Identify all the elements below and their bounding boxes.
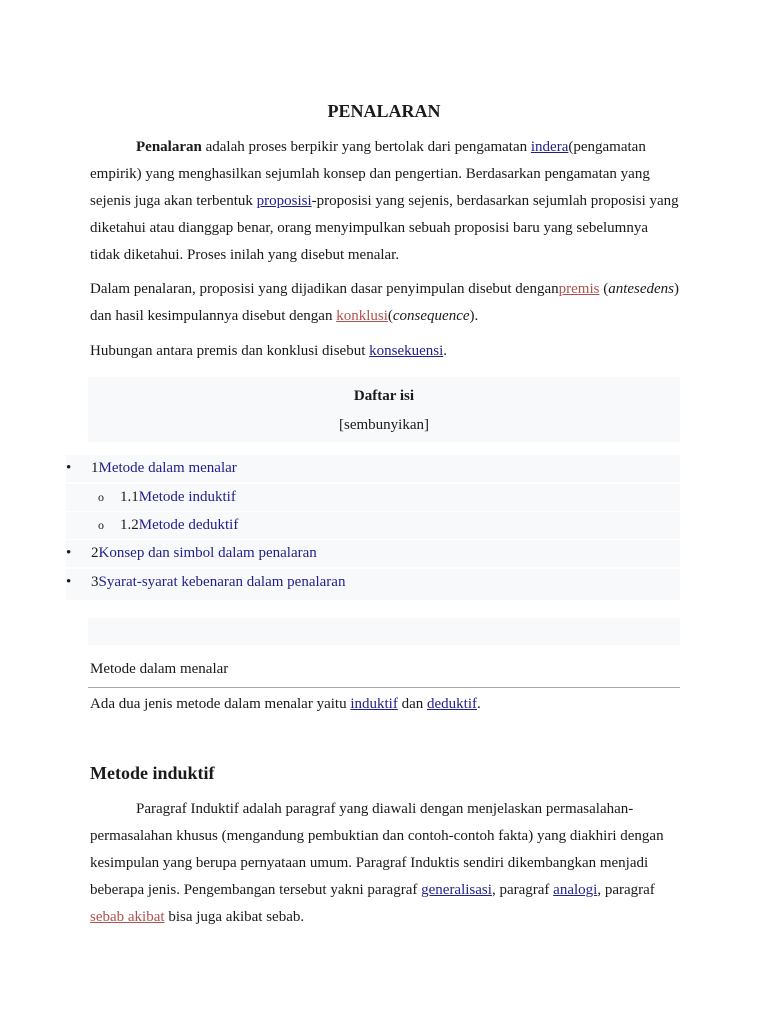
empty-bar (88, 618, 680, 645)
metode-paragraph (90, 691, 680, 718)
link-indera[interactable]: indera (530, 139, 569, 155)
toc-item-number: 1.1 (120, 489, 139, 505)
toc-bullet-icon: • (66, 574, 72, 590)
intro-text-2: (pengamatan empirik) yang menghasilkan sejumlah konsep dan pengertian. Berdasarkan pengamatan yang sejenis juga akan terbentuk (90, 139, 650, 209)
intro-term: Penalaran (136, 139, 202, 155)
toc-item-number: 1.2 (120, 517, 139, 533)
link-generalisasi[interactable]: generalisasi (421, 882, 492, 898)
toc-item-1-1[interactable] (66, 484, 680, 511)
toc-item-text[interactable]: Konsep dan simbol dalam penalaran (98, 545, 317, 561)
konsekuensi-text-2: . (443, 343, 448, 359)
premis-text-3: ) dan hasil kesimpulannya disebut dengan (90, 281, 680, 324)
link-induktif[interactable]: induktif (350, 696, 398, 712)
toc-item-1-2[interactable] (66, 512, 680, 539)
induktif-paragraph (90, 796, 680, 931)
premis-paragraph (90, 276, 680, 330)
link-deduktif[interactable]: deduktif (427, 696, 477, 712)
toc-item-text[interactable]: Metode deduktif (138, 517, 239, 533)
toc-item-text[interactable]: Metode dalam menalar (98, 460, 237, 476)
link-konklusi[interactable]: konklusi (336, 308, 388, 324)
section-heading-metode-menalar: Metode dalam menalar (90, 661, 229, 677)
toc-title: Daftar isi (353, 388, 415, 404)
link-premis[interactable]: premis (558, 281, 600, 297)
premis-text-1: Dalam penalaran, proposisi yang dijadikan dasar penyimpulan disebut dengan (90, 281, 559, 297)
toc-item-3[interactable] (66, 569, 680, 600)
induktif-text-3: , paragraf (597, 882, 655, 898)
toc-item-number: 1 (91, 460, 99, 476)
toc-item-2[interactable] (66, 540, 680, 567)
toc-header-box (88, 377, 680, 442)
induktif-text-2: , paragraf (491, 882, 554, 898)
metode-text-3: . (477, 696, 481, 712)
toc-bullet-icon: • (66, 460, 72, 476)
page-title: PENALARAN (327, 101, 441, 121)
konsekuensi-paragraph (90, 338, 680, 365)
toc-item-text[interactable]: Metode induktif (138, 489, 236, 505)
intro-text-3: -proposisi yang sejenis, berdasarkan sejumlah proposisi yang diketahui atau dianggap benar, orang menyimpulkan sebuah proposisi baru yang sebelumnya tidak diketahui. Proses inilah yang disebut menalar. (90, 193, 679, 263)
consequence-term: consequence (392, 308, 470, 324)
toc-item-number: 2 (91, 545, 99, 561)
konsekuensi-text-1: Hubungan antara premis dan konklusi disebut (90, 343, 370, 359)
toc-item-1[interactable] (66, 455, 680, 482)
link-sebab-akibat[interactable]: sebab akibat (90, 909, 165, 925)
toc-item-text[interactable]: Syarat-syarat kebenaran dalam penalaran (98, 574, 346, 590)
premis-text-2: ( (599, 281, 609, 297)
premis-text-4: ( (387, 308, 393, 324)
section-divider (88, 687, 680, 688)
link-proposisi[interactable]: proposisi (256, 193, 312, 209)
toc-sub-bullet-icon: o (98, 518, 104, 532)
toc-sub-bullet-icon: o (98, 490, 104, 504)
toc-bullet-icon: • (66, 545, 72, 561)
link-konsekuensi[interactable]: konsekuensi (369, 343, 444, 359)
metode-text-2: dan (397, 696, 427, 712)
intro-paragraph (90, 134, 680, 269)
intro-text-1: adalah proses berpikir yang bertolak dari pengamatan (201, 139, 531, 155)
induktif-text-4: bisa juga akibat sebab. (164, 909, 305, 925)
link-analogi[interactable]: analogi (553, 882, 598, 898)
metode-text-1: Ada dua jenis metode dalam menalar yaitu (90, 696, 351, 712)
induktif-text-1: Paragraf Induktif adalah paragraf yang diawali dengan menjelaskan permasalahan-permasalahan khusus (mengandung pembuktian dan contoh-contoh fakta) yang diakhiri dengan kesimpulan yang berupa pernyataan umum. Paragraf Induktis sendiri dikembangkan menjadi beberapa jenis. Pengembangan tersebut yakni paragraf (90, 801, 664, 898)
section-heading-metode-induktif: Metode induktif (90, 763, 215, 783)
premis-text-5: ). (469, 308, 479, 324)
toc-item-number: 3 (91, 574, 99, 590)
antesedens-term: antesedens (608, 281, 675, 297)
toc-toggle-link[interactable]: [sembunyikan] (339, 417, 429, 433)
